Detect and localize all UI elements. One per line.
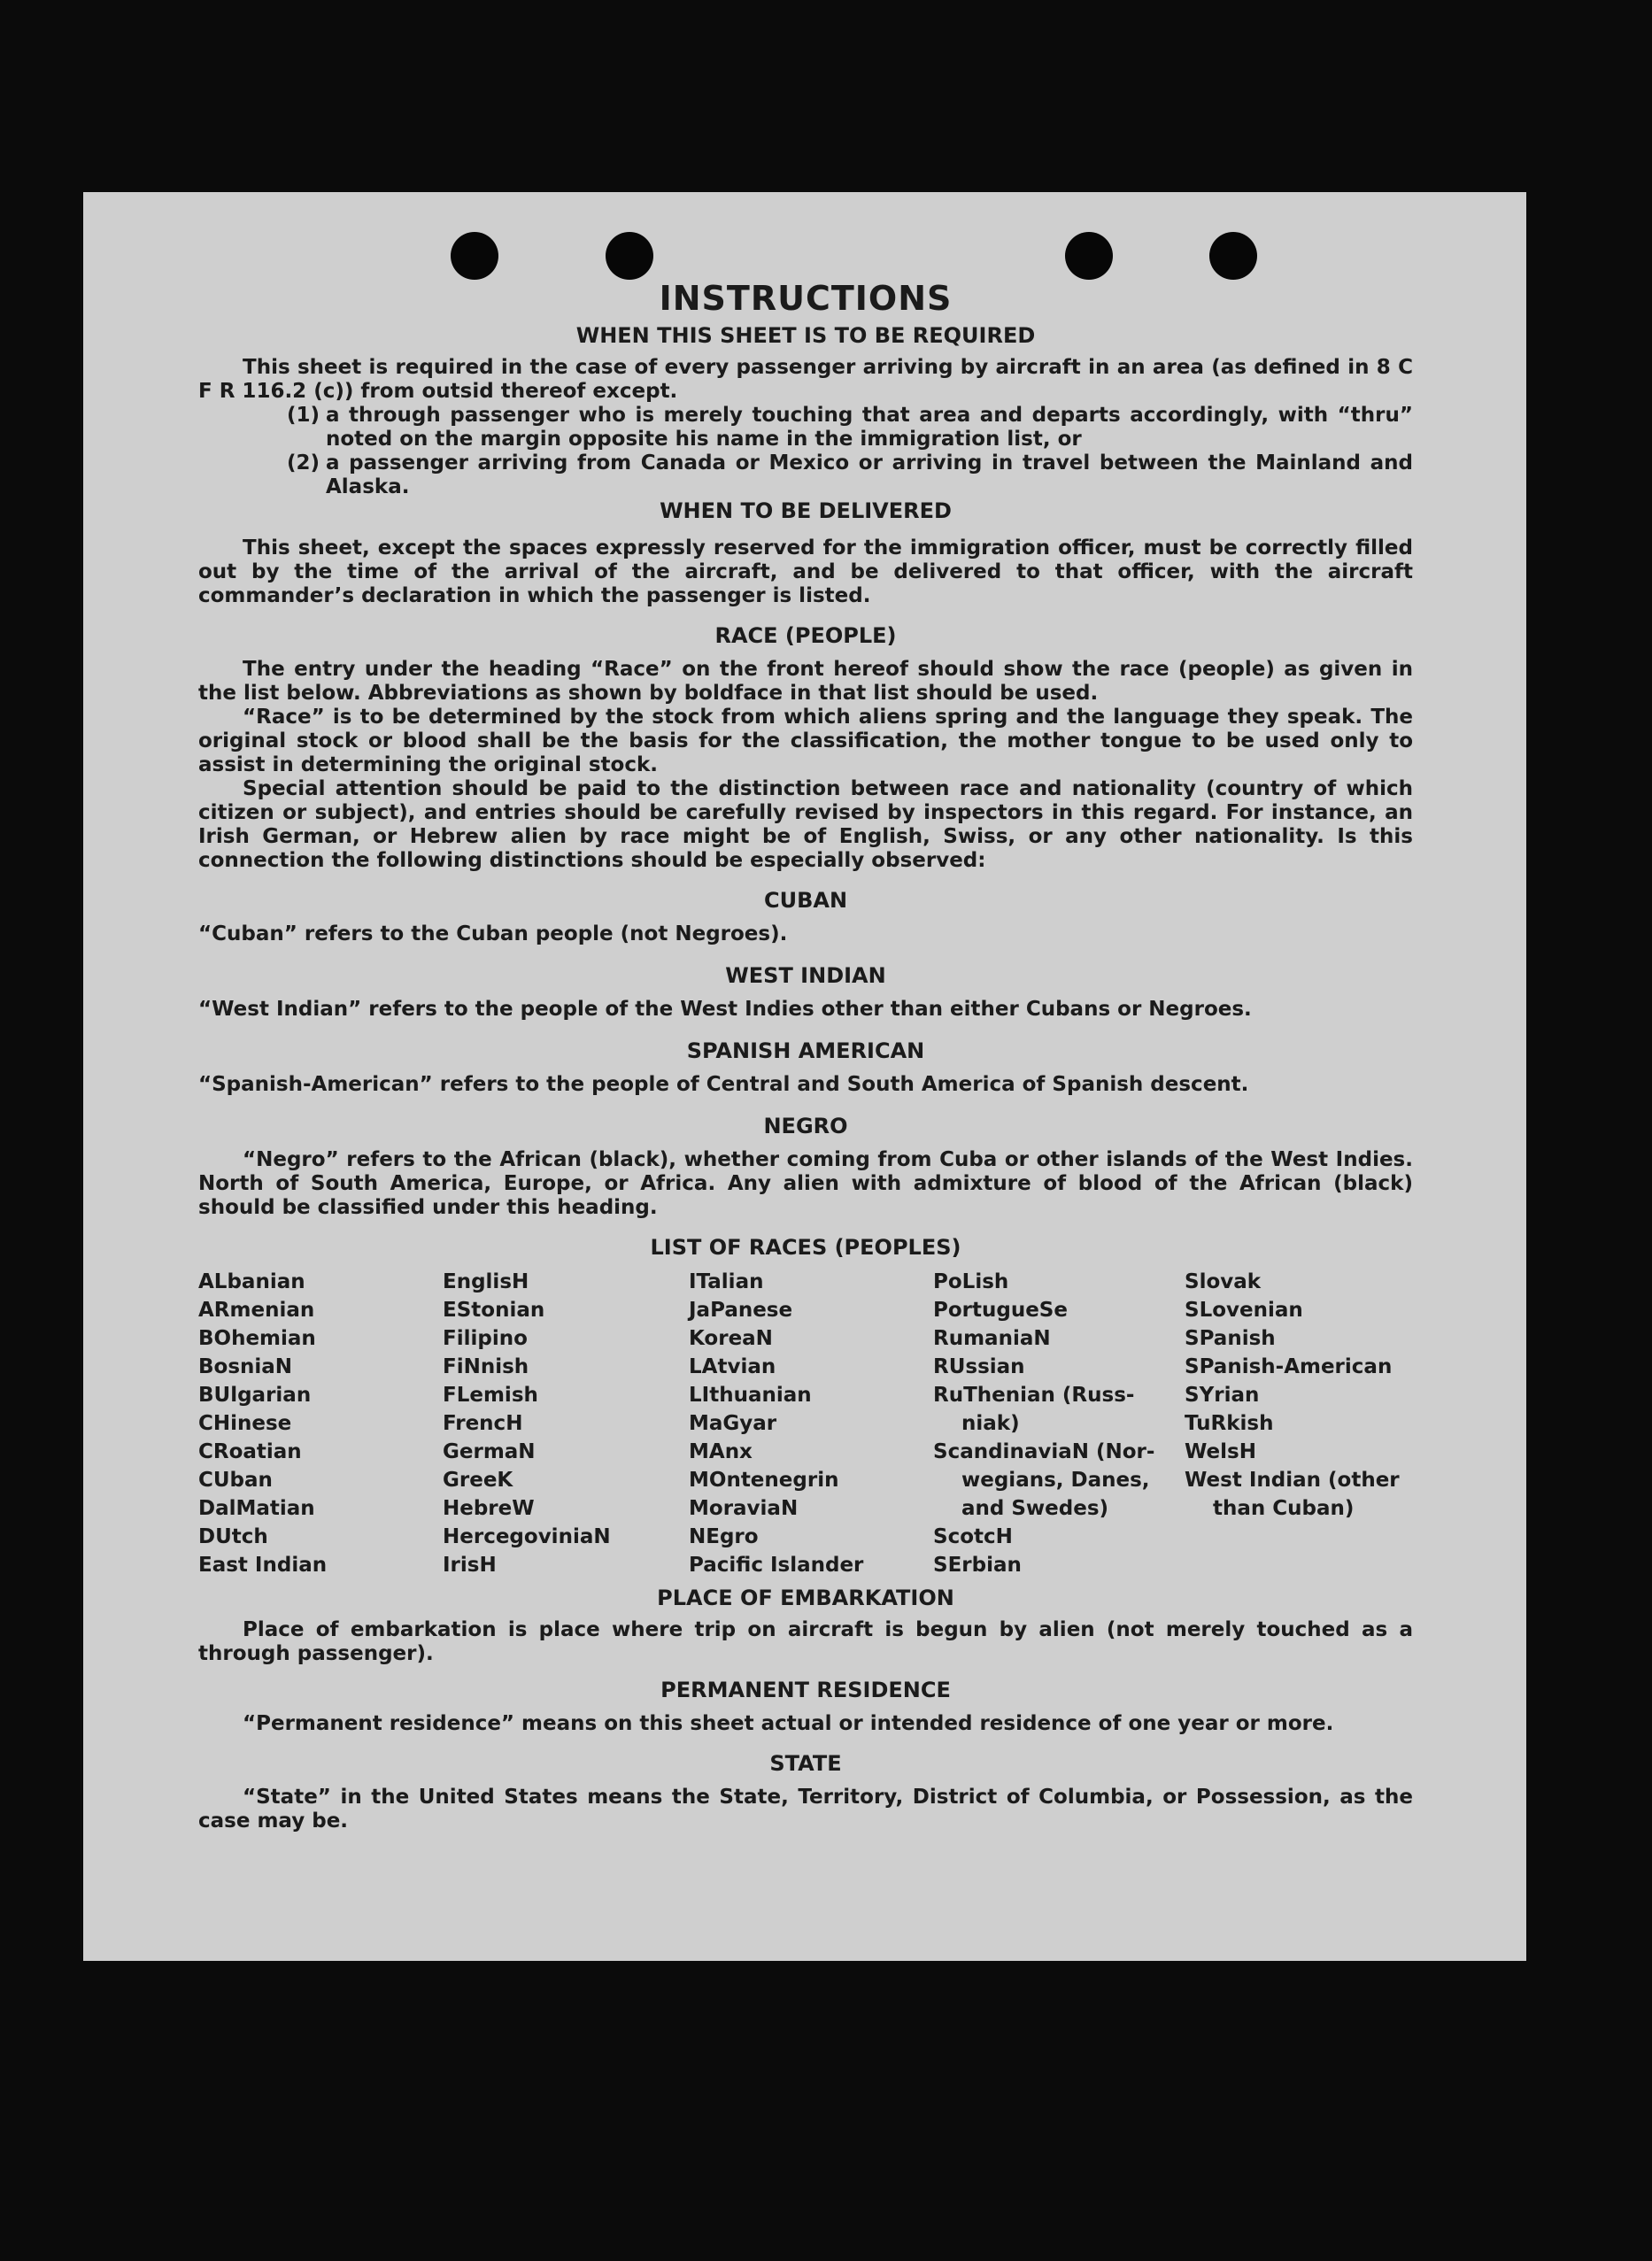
- west-indian-text: “West Indian” refers to the people of the West Indies other than either Cubans or Negroes.: [198, 998, 1252, 1021]
- race-paragraph-1: The entry under the heading “Race” on the front hereof should show the race (people) as given in the list below. Abbreviations as shown by boldface in that list should be used.: [198, 658, 1413, 705]
- race-entry: East Indian: [198, 1554, 328, 1577]
- race-entry: ITalian: [689, 1270, 764, 1293]
- race-paragraph-2: “Race” is to be determined by the stock from which aliens spring and the language they speak. The original stock or blood shall be the basis for the classification, the mother tongue to be used only to assist in determining the original stock.: [198, 706, 1413, 776]
- race-entry: PortugueSe: [933, 1299, 1068, 1322]
- race-entry: DUtch: [198, 1525, 268, 1548]
- race-entry: PoLish: [933, 1270, 1009, 1293]
- heading-race: RACE (PEOPLE): [714, 623, 897, 648]
- race-entry: SYrian: [1185, 1384, 1260, 1407]
- race-entry: JaPanese: [689, 1299, 793, 1322]
- heading-list-of-races: LIST OF RACES (PEOPLES): [650, 1235, 961, 1260]
- page-title: INSTRUCTIONS: [659, 279, 953, 318]
- race-entry: ALbanian: [198, 1270, 305, 1293]
- race-entry: BosniaN: [198, 1355, 293, 1378]
- races-column: [198, 1268, 443, 1579]
- races-column: [689, 1268, 933, 1579]
- race-entry: Pacific Islander: [689, 1554, 864, 1577]
- race-entry: IrisH: [443, 1554, 497, 1577]
- race-entry-continued: and Swedes): [961, 1497, 1109, 1520]
- punch-hole: [606, 232, 653, 280]
- punch-hole: [1209, 232, 1257, 280]
- race-entry: Slovak: [1185, 1270, 1262, 1293]
- negro-text: “Negro” refers to the African (black), whether coming from Cuba or other islands of the West Indies. North of South America, Europe, or Africa. Any alien with admixture of blood of the African (black) should be classified under this heading.: [198, 1148, 1413, 1219]
- race-entry: MOntenegrin: [689, 1469, 839, 1492]
- races-column: [1185, 1268, 1413, 1579]
- race-entry-continued: niak): [961, 1412, 1020, 1435]
- embarkation-text: Place of embarkation is place where trip on aircraft is begun by alien (not merely touched as a through passenger).: [198, 1618, 1413, 1665]
- race-entry: RumaniaN: [933, 1327, 1051, 1350]
- race-entry: WelsH: [1185, 1440, 1256, 1463]
- races-column: [443, 1268, 689, 1579]
- race-entry: HebreW: [443, 1497, 535, 1520]
- punch-hole: [1065, 232, 1113, 280]
- cuban-text: “Cuban” refers to the Cuban people (not Negroes).: [198, 922, 788, 945]
- race-entry: ScotcH: [933, 1525, 1013, 1548]
- race-entry: KoreaN: [689, 1327, 773, 1350]
- races-list: [198, 1268, 1413, 1579]
- race-entry: EnglisH: [443, 1270, 529, 1293]
- race-entry: ARmenian: [198, 1299, 315, 1322]
- heading-embarkation: PLACE OF EMBARKATION: [657, 1586, 954, 1610]
- item-number: (1): [287, 404, 320, 427]
- race-entry: TuRkish: [1185, 1412, 1274, 1435]
- when-required-intro: This sheet is required in the case of every passenger arriving by aircraft in an area (as defined in 8 C F R 116.2 (c)) from outsid thereof except.: [198, 356, 1413, 403]
- race-entry: NEgro: [689, 1525, 759, 1548]
- document-sheet: [83, 192, 1526, 1961]
- heading-permanent-residence: PERMANENT RESIDENCE: [660, 1678, 951, 1702]
- race-entry: BOhemian: [198, 1327, 316, 1350]
- race-entry: SPanish: [1185, 1327, 1276, 1350]
- item-number: (2): [287, 451, 320, 475]
- race-entry: Filipino: [443, 1327, 528, 1350]
- heading-spanish-american: SPANISH AMERICAN: [686, 1038, 925, 1063]
- heading-state: STATE: [769, 1751, 842, 1776]
- race-entry: CRoatian: [198, 1440, 302, 1463]
- race-entry: SLovenian: [1185, 1299, 1303, 1322]
- item-text: a through passenger who is merely touching that area and departs accordingly, with “thru” noted on the margin opposite his name in the immigration list, or: [326, 404, 1413, 451]
- when-delivered-text: This sheet, except the spaces expressly reserved for the immigration officer, must be correctly filled out by the time of the arrival of the aircraft, and be delivered to that officer, with the aircraft commander’s declaration in which the passenger is listed.: [198, 536, 1413, 607]
- race-entry: MaGyar: [689, 1412, 777, 1435]
- race-entry: MoraviaN: [689, 1497, 799, 1520]
- race-entry: FiNnish: [443, 1355, 529, 1378]
- race-entry: CUban: [198, 1469, 273, 1492]
- punch-hole: [451, 232, 498, 280]
- heading-when-delivered: WHEN TO BE DELIVERED: [660, 498, 952, 523]
- heading-negro: NEGRO: [763, 1114, 848, 1138]
- spanish-american-text: “Spanish-American” refers to the people of Central and South America of Spanish descent.: [198, 1073, 1249, 1096]
- race-entry: GreeK: [443, 1469, 513, 1492]
- race-entry: DalMatian: [198, 1497, 315, 1520]
- race-entry: West Indian (other: [1185, 1469, 1400, 1492]
- race-entry: LIthuanian: [689, 1384, 812, 1407]
- heading-when-required: WHEN THIS SHEET IS TO BE REQUIRED: [575, 323, 1036, 348]
- race-entry: CHinese: [198, 1412, 292, 1435]
- race-entry-continued: than Cuban): [1213, 1497, 1355, 1520]
- race-entry: MAnx: [689, 1440, 753, 1463]
- race-entry: RuThenian (Russ-: [933, 1384, 1135, 1407]
- race-entry: SPanish-American: [1185, 1355, 1393, 1378]
- exception-item: [287, 404, 1413, 451]
- residence-text: “Permanent residence” means on this sheet actual or intended residence of one year or more.: [243, 1712, 1334, 1735]
- race-entry: FLemish: [443, 1384, 538, 1407]
- heading-cuban: CUBAN: [763, 888, 848, 913]
- races-column: [933, 1268, 1185, 1579]
- race-entry: FrencH: [443, 1412, 523, 1435]
- race-entry-continued: wegians, Danes,: [961, 1469, 1150, 1492]
- race-entry: GermaN: [443, 1440, 536, 1463]
- state-text: “State” in the United States means the State, Territory, District of Columbia, or Possession, as the case may be.: [198, 1786, 1413, 1833]
- heading-west-indian: WEST INDIAN: [725, 963, 886, 988]
- race-entry: ScandinaviaN (Nor-: [933, 1440, 1155, 1463]
- race-entry: LAtvian: [689, 1355, 776, 1378]
- race-paragraph-3: Special attention should be paid to the distinction between race and nationality (country of which citizen or subject), and entries should be carefully revised by inspectors in this regard. For instance, an Irish German, or Hebrew alien by race might be of English, Swiss, or any other nationality. Is this connection the following distinctions should be especially observed:: [198, 777, 1413, 872]
- exception-item: [287, 451, 1413, 499]
- race-entry: SErbian: [933, 1554, 1022, 1577]
- item-text: a passenger arriving from Canada or Mexico or arriving in travel between the Mainland and Alaska.: [326, 451, 1413, 498]
- race-entry: HercegoviniaN: [443, 1525, 611, 1548]
- race-entry: EStonian: [443, 1299, 545, 1322]
- race-entry: BUlgarian: [198, 1384, 312, 1407]
- instructions-content: [198, 276, 1413, 1833]
- race-entry: RUssian: [933, 1355, 1025, 1378]
